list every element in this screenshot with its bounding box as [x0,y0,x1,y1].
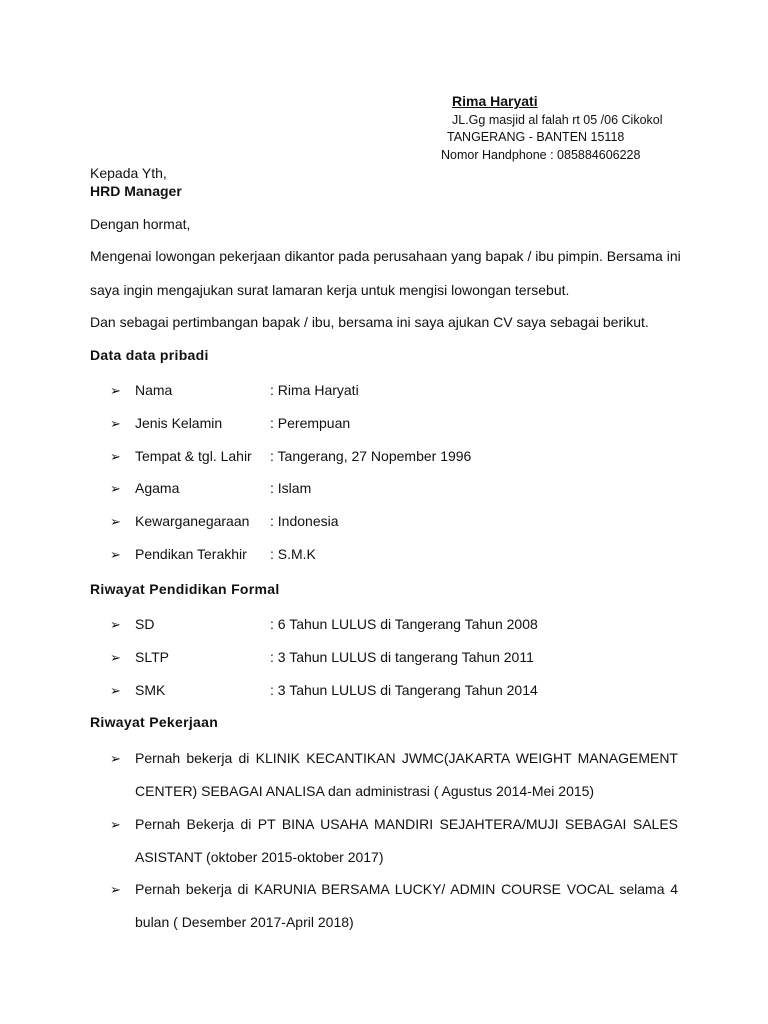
education-item-label: SLTP [135,649,169,665]
education-item-value: : 3 Tahun LULUS di Tangerang Tahun 2014 [270,682,538,698]
recipient-title: HRD Manager [90,183,182,199]
education-item-value: : 6 Tahun LULUS di Tangerang Tahun 2008 [270,616,538,632]
personal-item-label: Kewarganegaraan [135,513,250,529]
body-paragraph-1-line-1: Mengenai lowongan pekerjaan dikantor pada perusahaan yang bapak / ibu pimpin. Bersama ini [90,248,681,264]
work-item-line-1: Pernah Bekerja di PT BINA USAHA MANDIRI SEJAHTERA/MUJI SEBAGAI SALES [135,816,678,832]
personal-item-value: : Indonesia [270,513,339,529]
personal-item-label: Nama [135,382,173,398]
arrow-bullet-icon: ➢ [110,449,121,464]
arrow-bullet-icon: ➢ [110,416,121,431]
work-heading: Riwayat Pekerjaan [90,714,219,730]
personal-item-label: Agama [135,480,180,496]
greeting: Dengan hormat, [90,216,191,232]
personal-item-label: Tempat & tgl. Lahir [135,448,252,464]
education-item-label: SMK [135,682,166,698]
education-item-label: SD [135,616,155,632]
work-item-line-2: CENTER) SEBAGAI ANALISA dan administrasi ( Agustus 2014-Mei 2015) [135,783,595,799]
address-line-2: TANGERANG - BANTEN 15118 [447,130,625,144]
education-item-value: : 3 Tahun LULUS di tangerang Tahun 2011 [270,649,534,665]
arrow-bullet-icon: ➢ [110,514,121,529]
work-item-line-1: Pernah bekerja di KARUNIA BERSAMA LUCKY/ ADMIN COURSE VOCAL selama 4 [135,881,678,897]
arrow-bullet-icon: ➢ [110,650,121,665]
work-item-line-2: ASISTANT (oktober 2015-oktober 2017) [135,849,384,865]
arrow-bullet-icon: ➢ [110,882,121,897]
personal-item-value: : S.M.K [270,546,316,562]
address-line-1: JL.Gg masjid al falah rt 05 /06 Cikokol [452,113,663,127]
personal-item-value: : Perempuan [270,415,351,431]
body-paragraph-1-line-2: saya ingin mengajukan surat lamaran kerja untuk mengisi lowongan tersebut. [90,282,570,298]
applicant-name: Rima Haryati [452,93,538,109]
arrow-bullet-icon: ➢ [110,547,121,562]
personal-item-value: : Islam [270,480,312,496]
arrow-bullet-icon: ➢ [110,481,121,496]
personal-item-value: : Tangerang, 27 Nopember 1996 [270,448,472,464]
personal-item-label: Pendikan Terakhir [135,546,247,562]
body-paragraph-2: Dan sebagai pertimbangan bapak / ibu, bersama ini saya ajukan CV saya sebagai berikut. [90,314,649,330]
personal-data-heading: Data data pribadi [90,347,209,363]
education-heading: Riwayat Pendidikan Formal [90,581,280,597]
arrow-bullet-icon: ➢ [110,751,121,766]
recipient-salutation: Kepada Yth, [90,165,167,181]
work-item-line-1: Pernah bekerja di KLINIK KECANTIKAN JWMC(JAKARTA WEIGHT MANAGEMENT [135,750,678,766]
personal-item-value: : Rima Haryati [270,382,359,398]
personal-item-label: Jenis Kelamin [135,415,223,431]
work-item-line-2: bulan ( Desember 2017-April 2018) [135,914,354,930]
arrow-bullet-icon: ➢ [110,683,121,698]
arrow-bullet-icon: ➢ [110,617,121,632]
arrow-bullet-icon: ➢ [110,383,121,398]
arrow-bullet-icon: ➢ [110,817,121,832]
phone-number: Nomor Handphone : 085884606228 [441,148,641,162]
